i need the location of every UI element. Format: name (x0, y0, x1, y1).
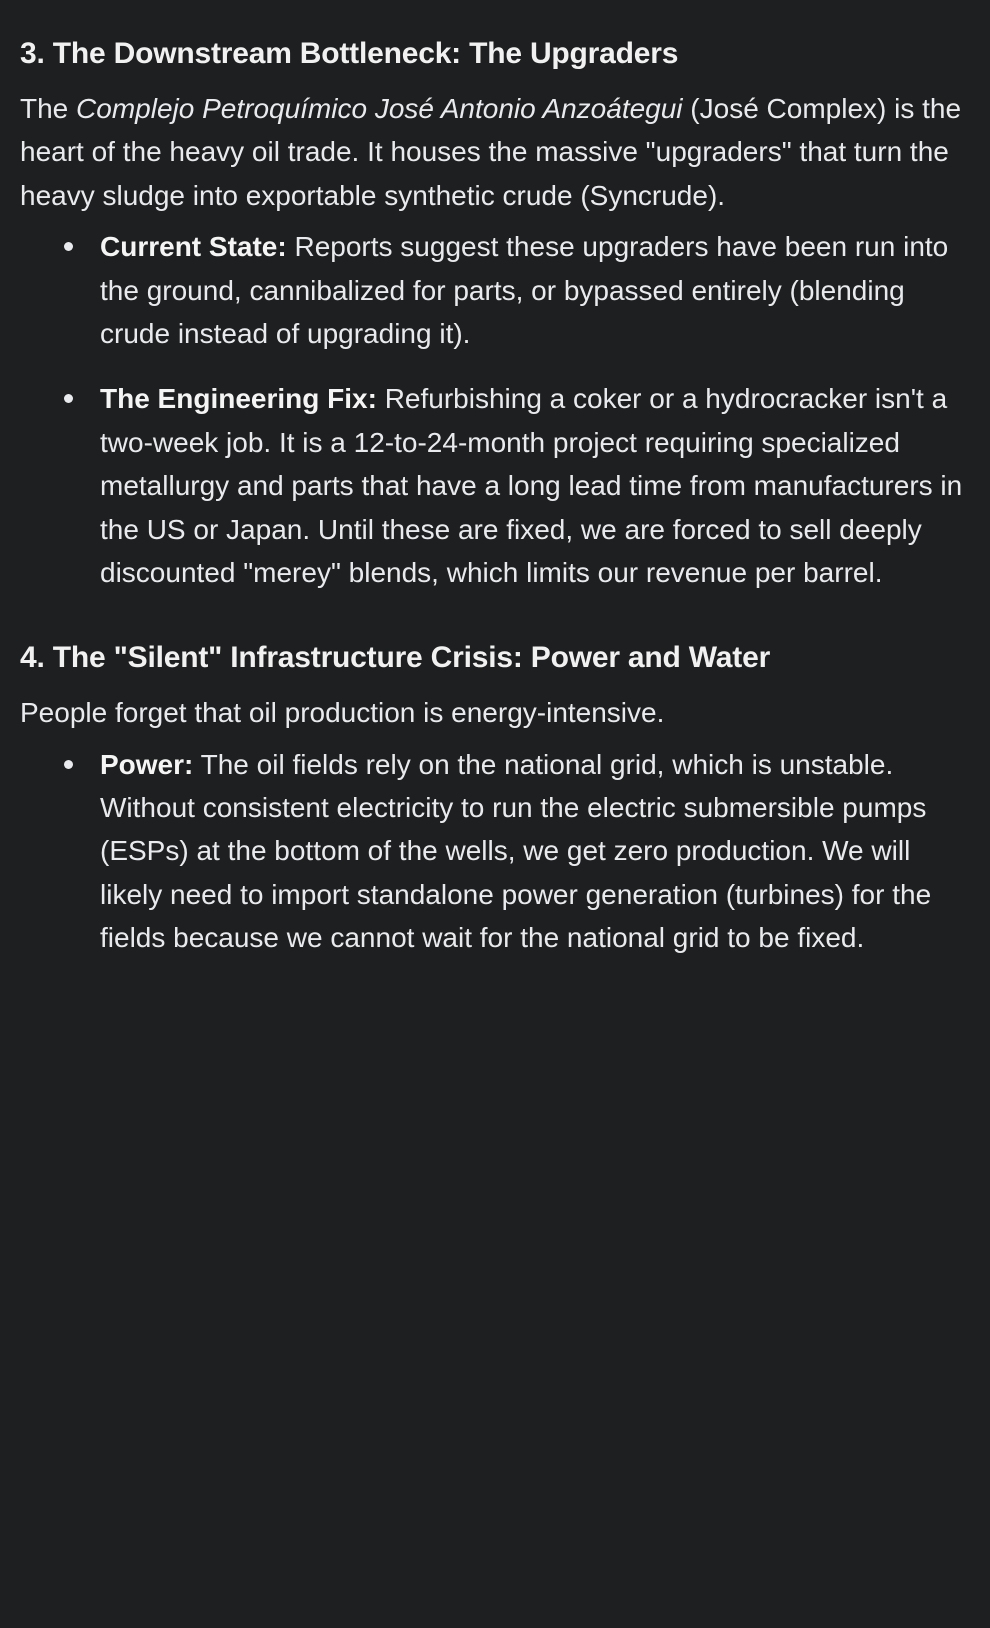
section-upgraders (20, 34, 970, 594)
list-item (20, 225, 970, 355)
bullet-body-text: Reports suggest these upgraders have been run into the ground, cannibalized for parts, or bypassed entirely (blending crude instead of upgrading it). (100, 231, 949, 349)
bullet-dot-icon (64, 394, 73, 403)
bullet-lead-label: Current State: (100, 231, 287, 263)
complex-name-italic: Complejo Petroquímico José Antonio Anzoátegui (76, 93, 683, 124)
intro-text-after: (José Complex) is the heart of the heavy oil trade. It houses the massive "upgraders" that turn the heavy sludge into exportable synthetic crude (Syncrude). (20, 93, 962, 211)
bullet-lead-label: The Engineering Fix: (100, 383, 377, 415)
section-intro-upgraders (20, 87, 970, 217)
section-intro-infrastructure: People forget that oil production is energy-intensive. (20, 697, 665, 729)
list-item (20, 377, 970, 594)
bullet-body-text: The oil fields rely on the national grid, which is unstable. Without consistent electricity to run the electric submersible pumps (ESPs) at the bottom of the wells, we get zero production. We will likely need to import standalone power generation (turbines) for the fields because we cannot wait for the national grid to be fixed. (100, 748, 932, 954)
section-heading-upgraders: 3. The Downstream Bottleneck: The Upgraders (20, 37, 679, 70)
section-heading-infrastructure: 4. The "Silent" Infrastructure Crisis: Power and Water (20, 641, 771, 675)
bullet-dot-icon (64, 760, 73, 769)
section-infrastructure (20, 638, 970, 959)
bullet-list-infrastructure (20, 743, 970, 960)
bullet-dot-icon (64, 242, 73, 251)
section-divider-space (20, 594, 970, 638)
list-item (20, 743, 970, 960)
bullet-body-text: Refurbishing a coker or a hydrocracker isn't a two-week job. It is a 12-to-24-month project requiring specialized metallurgy and parts that have a long lead time from manufacturers in the US or Japan. Until these are fixed, we are forced to sell deeply discounted "merey" blends, which limits our revenue per barrel. (100, 383, 963, 588)
intro-text-before: The (20, 93, 77, 124)
bullet-lead-label: Power: (100, 748, 194, 780)
bullet-list-upgraders (20, 225, 970, 594)
